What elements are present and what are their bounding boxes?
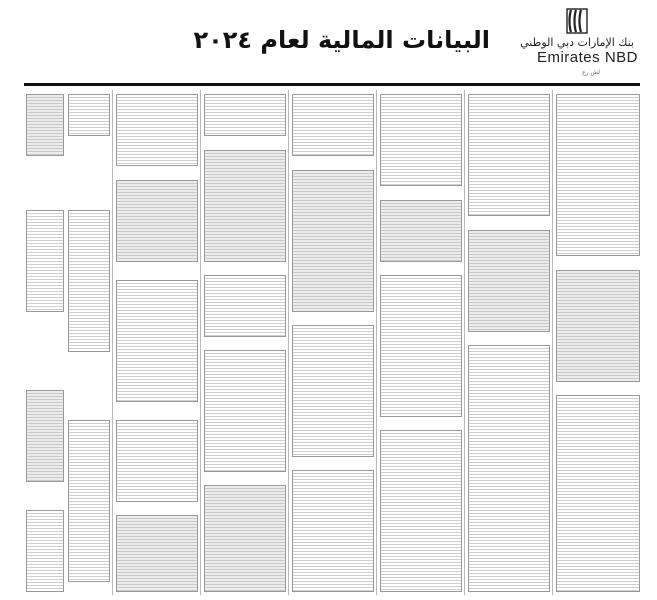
figures-table	[116, 94, 198, 166]
page-title: البيانات المالية لعام ٢٠٢٤	[193, 26, 490, 54]
bank-name-english: Emirates NBD	[536, 49, 638, 66]
figures-table	[292, 325, 374, 457]
figures-table	[556, 94, 640, 256]
bank-tagline: لش رع	[582, 69, 600, 76]
figures-table	[292, 470, 374, 592]
figures-table	[556, 395, 640, 592]
figures-table	[468, 345, 550, 592]
header-rule	[24, 83, 640, 86]
figures-table	[468, 94, 550, 216]
figures-table	[26, 210, 64, 312]
figures-table	[380, 275, 462, 417]
statement-column-4	[290, 90, 374, 595]
column-divider	[112, 90, 113, 595]
figures-table	[116, 280, 198, 402]
figures-table	[380, 200, 462, 262]
figures-table	[68, 94, 110, 136]
figures-table	[26, 94, 64, 156]
figures-table	[204, 350, 286, 472]
statement-column-7	[554, 90, 640, 595]
figures-table	[380, 94, 462, 186]
figures-table	[26, 510, 64, 592]
statement-column-3	[202, 90, 286, 595]
column-divider	[288, 90, 289, 595]
statement-column-6	[466, 90, 550, 595]
figures-table	[116, 420, 198, 502]
figures-table	[204, 150, 286, 262]
figures-table	[68, 210, 110, 352]
figures-table	[116, 515, 198, 592]
figures-table	[204, 94, 286, 136]
figures-table	[292, 94, 374, 156]
statement-column-5	[378, 90, 462, 595]
column-divider	[464, 90, 465, 595]
figures-table	[556, 270, 640, 382]
column-divider	[552, 90, 553, 595]
figures-table	[116, 180, 198, 262]
figures-table	[68, 420, 110, 582]
statement-column-1	[24, 90, 110, 595]
figures-table	[204, 275, 286, 337]
page-header	[0, 0, 657, 82]
column-divider	[200, 90, 201, 595]
figures-table	[380, 430, 462, 592]
statement-column-2	[114, 90, 198, 595]
figures-table	[292, 170, 374, 312]
emirates-nbd-logo-icon	[566, 8, 588, 34]
figures-table	[468, 230, 550, 332]
figures-table	[26, 390, 64, 482]
column-divider	[376, 90, 377, 595]
figures-table	[204, 485, 286, 592]
bank-name-arabic: بنك الإمارات دبي الوطني	[520, 36, 634, 49]
statement-columns	[24, 90, 640, 595]
